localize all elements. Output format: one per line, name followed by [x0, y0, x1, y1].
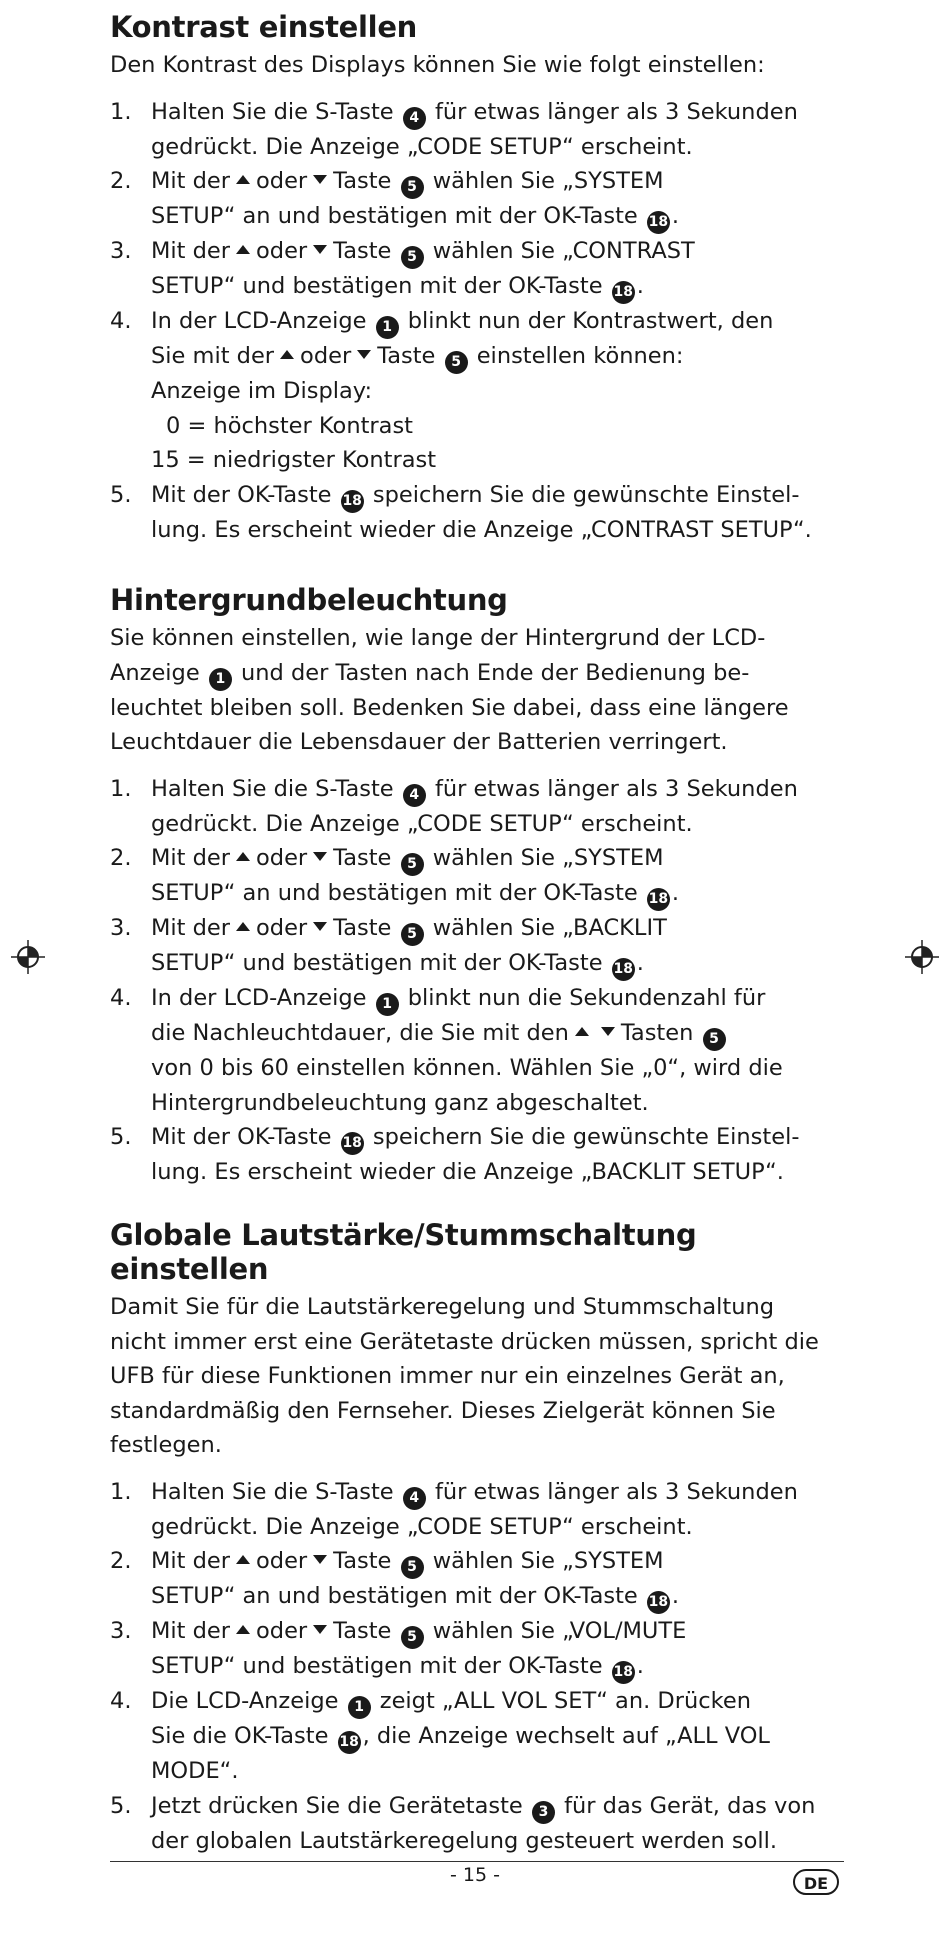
step-text: speichern Sie die gewünschte Einstel-	[372, 1124, 800, 1150]
step-text: Mit der OK-Taste	[151, 481, 332, 508]
step-text: Tasten	[620, 1020, 694, 1046]
intro-line: und der Tasten nach Ende der Bedienung be-	[241, 659, 750, 686]
button-ref-badge: 4	[403, 107, 426, 130]
step-number: 2.	[110, 1548, 132, 1574]
step-text: oder	[256, 168, 308, 194]
button-ref-badge: 5	[401, 1626, 424, 1649]
section-backlight	[110, 583, 799, 1190]
button-ref-badge: 1	[376, 993, 399, 1016]
step-text: die Nachleuchtdauer, die Sie mit den	[151, 1020, 569, 1046]
step-text: Halten Sie die S-Taste	[151, 98, 394, 125]
step-text: SETUP“ an und bestätigen mit der OK-Taste	[151, 203, 638, 229]
step-text: blinkt nun der Kontrastwert, den	[407, 308, 774, 334]
step-text: Anzeige im Display:	[151, 378, 373, 404]
step-text: Halten Sie die S-Taste	[151, 1478, 394, 1505]
step-text: von 0 bis 60 einstellen können. Wählen Sie „0“, wird die	[151, 1055, 783, 1081]
step-text: 15 = niedrigster Kontrast	[151, 447, 437, 473]
step-text: wählen Sie „SYSTEM	[432, 168, 664, 194]
step-text: Hintergrundbeleuchtung ganz abgeschaltet.	[151, 1089, 649, 1116]
intro-line: UFB für diese Funktionen immer nur ein einzelnes Gerät an,	[110, 1363, 785, 1389]
step-text: lung. Es erscheint wieder die Anzeige „BACKLIT SETUP“.	[151, 1159, 784, 1185]
list-item	[110, 1684, 850, 1789]
step-text: oder	[256, 1618, 308, 1644]
step-number: 5.	[110, 1792, 132, 1819]
step-text: oder	[256, 238, 308, 264]
arrow-down-icon	[601, 1027, 615, 1036]
intro-line: Anzeige	[110, 659, 200, 686]
button-ref-badge: 18	[341, 490, 364, 513]
step-text: Die LCD-Anzeige	[151, 1688, 339, 1714]
step-text: Mit der	[151, 238, 231, 264]
step-text: Sie die OK-Taste	[151, 1723, 329, 1749]
list-item	[110, 1120, 799, 1190]
step-text: einstellen können:	[476, 343, 684, 369]
step-text: Halten Sie die S-Taste	[151, 775, 394, 802]
step-text: SETUP“ an und bestätigen mit der OK-Taste	[151, 880, 638, 906]
button-ref-badge: 5	[401, 176, 424, 199]
registration-mark-left	[11, 940, 45, 974]
step-number: 3.	[110, 915, 132, 941]
button-ref-badge: 1	[348, 1696, 371, 1719]
step-number: 4.	[110, 985, 132, 1011]
step-text: .	[671, 880, 680, 906]
section-heading: Globale Lautstärke/Stummschaltung einstellen	[110, 1218, 697, 1286]
list-item	[110, 1614, 850, 1684]
step-text: Taste	[333, 1548, 392, 1574]
step-number: 2.	[110, 168, 132, 194]
step-text: Taste	[377, 343, 436, 369]
button-ref-badge: 3	[532, 1801, 555, 1824]
step-text: wählen Sie „CONTRAST	[432, 238, 695, 264]
step-text: für das Gerät, das von	[564, 1792, 816, 1819]
button-ref-badge: 18	[612, 958, 635, 981]
step-text: .	[636, 1653, 644, 1679]
button-ref-badge: 18	[612, 281, 635, 304]
step-text: Mit der	[151, 915, 231, 941]
step-number: 4.	[110, 308, 132, 334]
button-ref-badge: 18	[647, 211, 670, 234]
list-item	[110, 772, 799, 842]
step-number: 5.	[110, 481, 132, 508]
arrow-up-icon	[236, 1625, 250, 1634]
step-text: wählen Sie „SYSTEM	[432, 845, 664, 871]
button-ref-badge: 4	[403, 1487, 426, 1510]
step-text: Taste	[333, 1618, 392, 1644]
intro-line: leuchtet bleiben soll. Bedenken Sie dabei, dass eine längere	[110, 694, 789, 721]
arrow-down-icon	[313, 1625, 327, 1634]
button-ref-badge: 5	[401, 246, 424, 269]
step-text: blinkt nun die Sekundenzahl für	[407, 985, 766, 1011]
step-text: .	[636, 273, 644, 299]
step-list	[110, 772, 799, 1190]
arrow-up-icon	[236, 245, 250, 254]
arrow-up-icon	[280, 350, 294, 359]
step-text: wählen Sie „VOL/MUTE	[432, 1618, 687, 1644]
step-text: für etwas länger als 3 Sekunden	[434, 775, 798, 802]
step-text: Taste	[333, 238, 392, 264]
page-number: - 15 -	[450, 1864, 500, 1886]
arrow-up-icon	[575, 1027, 589, 1036]
step-text: Taste	[333, 168, 392, 194]
button-ref-badge: 5	[703, 1028, 726, 1051]
step-number: 1.	[110, 98, 132, 125]
step-number: 5.	[110, 1124, 132, 1150]
arrow-down-icon	[313, 922, 327, 931]
step-number: 1.	[110, 775, 132, 802]
button-ref-badge: 4	[403, 784, 426, 807]
list-item	[110, 164, 812, 234]
step-text: Mit der	[151, 168, 231, 194]
section-intro	[110, 621, 799, 760]
step-text: Sie mit der	[151, 343, 275, 369]
list-item	[110, 911, 799, 981]
list-item	[110, 234, 812, 304]
arrow-down-icon	[313, 852, 327, 861]
step-text: In der LCD-Anzeige	[151, 308, 367, 334]
intro-line: festlegen.	[110, 1432, 222, 1458]
step-text: lung. Es erscheint wieder die Anzeige „CONTRAST SETUP“.	[151, 516, 812, 543]
intro-line: nicht immer erst eine Gerätetaste drücken müssen, spricht die	[110, 1328, 819, 1355]
step-text: In der LCD-Anzeige	[151, 985, 367, 1011]
step-text: Mit der	[151, 1548, 231, 1574]
arrow-up-icon	[236, 852, 250, 861]
button-ref-badge: 5	[401, 1556, 424, 1579]
step-text: oder	[300, 343, 352, 369]
step-text: gedrückt. Die Anzeige „CODE SETUP“ erscheint.	[151, 810, 693, 837]
intro-line: Damit Sie für die Lautstärkeregelung und Stummschaltung	[110, 1294, 775, 1320]
list-item	[110, 304, 812, 478]
step-text: gedrückt. Die Anzeige „CODE SETUP“ erscheint.	[151, 133, 693, 160]
arrow-up-icon	[236, 922, 250, 931]
step-text: für etwas länger als 3 Sekunden	[434, 1478, 798, 1505]
step-text: Jetzt drücken Sie die Gerätetaste	[151, 1792, 523, 1819]
registration-mark-right	[905, 940, 939, 974]
list-item	[110, 981, 799, 1120]
button-ref-badge: 18	[338, 1731, 361, 1754]
button-ref-badge: 5	[445, 351, 468, 374]
step-text: speichern Sie die gewünschte Einstel-	[372, 481, 800, 508]
list-item	[110, 95, 812, 165]
step-text: oder	[256, 915, 308, 941]
step-text: oder	[256, 845, 308, 871]
step-text: .	[671, 203, 680, 229]
step-text: Mit der OK-Taste	[151, 1124, 332, 1150]
step-number: 4.	[110, 1688, 132, 1714]
list-item	[110, 1789, 850, 1859]
arrow-down-icon	[357, 350, 371, 359]
section-contrast	[110, 10, 812, 547]
step-number: 3.	[110, 1618, 132, 1644]
button-ref-badge: 18	[612, 1661, 635, 1684]
intro-line: Leuchtdauer die Lebensdauer der Batterien verringert.	[110, 729, 728, 755]
arrow-up-icon	[236, 175, 250, 184]
section-heading: Kontrast einstellen	[110, 10, 418, 44]
step-text: gedrückt. Die Anzeige „CODE SETUP“ erscheint.	[151, 1513, 693, 1540]
step-list	[110, 1475, 850, 1859]
step-text: MODE“.	[151, 1758, 239, 1784]
section-intro	[110, 1290, 850, 1463]
step-text: 0 = höchster Kontrast	[166, 412, 413, 439]
step-text: zeigt „ALL VOL SET“ an. Drücken	[379, 1688, 751, 1714]
section-heading: Hintergrundbeleuchtung	[110, 583, 508, 617]
arrow-up-icon	[236, 1555, 250, 1564]
step-text: für etwas länger als 3 Sekunden	[434, 98, 798, 125]
list-item	[110, 478, 812, 548]
step-text: .	[671, 1583, 680, 1609]
list-item	[110, 1475, 850, 1545]
step-text: Mit der	[151, 845, 231, 871]
button-ref-badge: 18	[647, 888, 670, 911]
footer-divider	[110, 1861, 844, 1862]
step-text: der globalen Lautstärkeregelung gesteuert werden soll.	[151, 1827, 778, 1854]
step-text: SETUP“ und bestätigen mit der OK-Taste	[151, 950, 603, 976]
arrow-down-icon	[313, 245, 327, 254]
intro-line: standardmäßig den Fernseher. Dieses Zielgerät können Sie	[110, 1397, 776, 1424]
section-intro: Den Kontrast des Displays können Sie wie folgt einstellen:	[110, 52, 765, 78]
step-text: wählen Sie „BACKLIT	[432, 915, 667, 941]
arrow-down-icon	[313, 1555, 327, 1564]
step-text: Taste	[333, 845, 392, 871]
section-global-volume	[110, 1218, 850, 1858]
step-text: SETUP“ an und bestätigen mit der OK-Taste	[151, 1583, 638, 1609]
step-list	[110, 95, 812, 548]
list-item	[110, 1544, 850, 1614]
step-text: Taste	[333, 915, 392, 941]
button-ref-badge: 5	[401, 923, 424, 946]
step-text: oder	[256, 1548, 308, 1574]
step-number: 1.	[110, 1478, 132, 1505]
step-text: , die Anzeige wechselt auf „ALL VOL	[362, 1723, 770, 1749]
list-item	[110, 841, 799, 911]
arrow-down-icon	[313, 175, 327, 184]
step-text: .	[636, 950, 644, 976]
step-text: Mit der	[151, 1618, 231, 1644]
step-text: SETUP“ und bestätigen mit der OK-Taste	[151, 1653, 603, 1679]
step-text: SETUP“ und bestätigen mit der OK-Taste	[151, 273, 603, 299]
button-ref-badge: 18	[341, 1132, 364, 1155]
step-number: 3.	[110, 238, 132, 264]
language-badge: DE	[793, 1869, 839, 1895]
step-number: 2.	[110, 845, 132, 871]
button-ref-badge: 1	[376, 316, 399, 339]
button-ref-badge: 1	[209, 668, 232, 691]
intro-line: Sie können einstellen, wie lange der Hintergrund der LCD-	[110, 625, 766, 651]
step-text: wählen Sie „SYSTEM	[432, 1548, 664, 1574]
button-ref-badge: 5	[401, 853, 424, 876]
button-ref-badge: 18	[647, 1591, 670, 1614]
